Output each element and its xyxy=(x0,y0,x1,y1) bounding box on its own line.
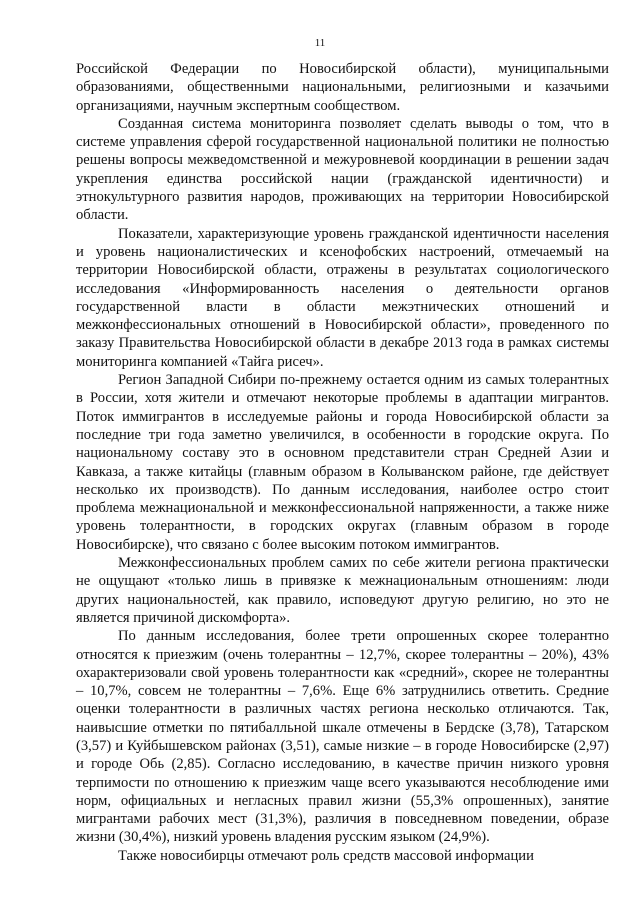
paragraph-4: Регион Западной Сибири по-прежнему остается одним из самых толерантных в России, хотя жители и отмечают некоторые проблемы в адаптации мигрантов. Поток иммигрантов в исследуемые районы и города Новосибирской области за последние три года заметно увеличился, в особенности в городские округа. По национальному составу это в основном представители стран Средней Азии и Кавказа, а также китайцы (главным образом в Колыванском районе, где действует несколько их производств). По данным исследования, наиболее остро стоит проблема межнациональной и межконфессиональной напряженности, а также ниже уровень толерантности, в городских округах (главным образом в городе Новосибирске), что связано с более высоким потоком иммигрантов. xyxy=(76,372,609,553)
paragraph-2: Созданная система мониторинга позволяет сделать выводы о том, что в системе управления сферой государственной национальной политики не полностью решены вопросы межведомственной и межуровневой координации в решении задач укрепления единства российской нации (гражданской идентичности) и этнокультурного развития народов, проживающих на территории Новосибирской области. xyxy=(76,115,609,224)
paragraph-7: Также новосибирцы отмечают роль средств массовой информации xyxy=(118,847,534,864)
paragraph-1: Российской Федерации по Новосибирской области), муниципальными образованиями, общественными национальными, религиозными и казачьими организациями, научным экспертным сообществом. xyxy=(76,61,609,114)
paragraph-3: Показатели, характеризующие уровень гражданской идентичности населения и уровень националистических и ксенофобских настроений, отмечаемый на территории Новосибирской области, отражены в результатах социологического исследования «Информированность населения о деятельности органов государственной власти в области межэтнических отношений и межконфессиональных отношений в Новосибирской области», проведенного по заказу Правительства Новосибирской области в декабре 2013 года в рамках системы мониторинга компанией «Тайга рисеч». xyxy=(76,225,609,370)
paragraph-5: Межконфессиональных проблем самих по себе жители региона практически не ощущают «только лишь в привязке к межнациональным отношениям: люди других национальностей, как правило, исповедуют другую религию, но это не является причиной дискомфорта». xyxy=(76,555,609,626)
paragraph-6: По данным исследования, более трети опрошенных скорее толерантно относятся к приезжим (очень толерантны – 12,7%, скорее толерантны – 20%), 43% охарактеризовали свой уровень толерантности как «средний», скорее не толерантны – 10,7%, совсем не толерантны – 7,6%. Еще 6% затруднились ответить. Средние оценки толерантности в различных частях региона несколько отличаются. Так, наивысшие отметки по пятибалльной шкале отмечены в Бердске (3,78), Татарском (3,57) и Куйбышевском районах (3,51), самые низкие – в городе Новосибирске (2,97) и городе Обь (2,85). Согласно исследованию, в качестве причин низкого уровня терпимости по отношению к приезжим чаще всего указываются несоблюдение ими норм, официальных и негласных правил жизни (55,3% опрошенных), занятие мигрантами рабочих мест (31,3%), различия в повседневном поведении, образе жизни (30,4%), низкий уровень владения русским языком (24,9%). xyxy=(76,628,609,846)
page-number: 11 xyxy=(314,37,326,49)
body-text xyxy=(76,60,609,865)
